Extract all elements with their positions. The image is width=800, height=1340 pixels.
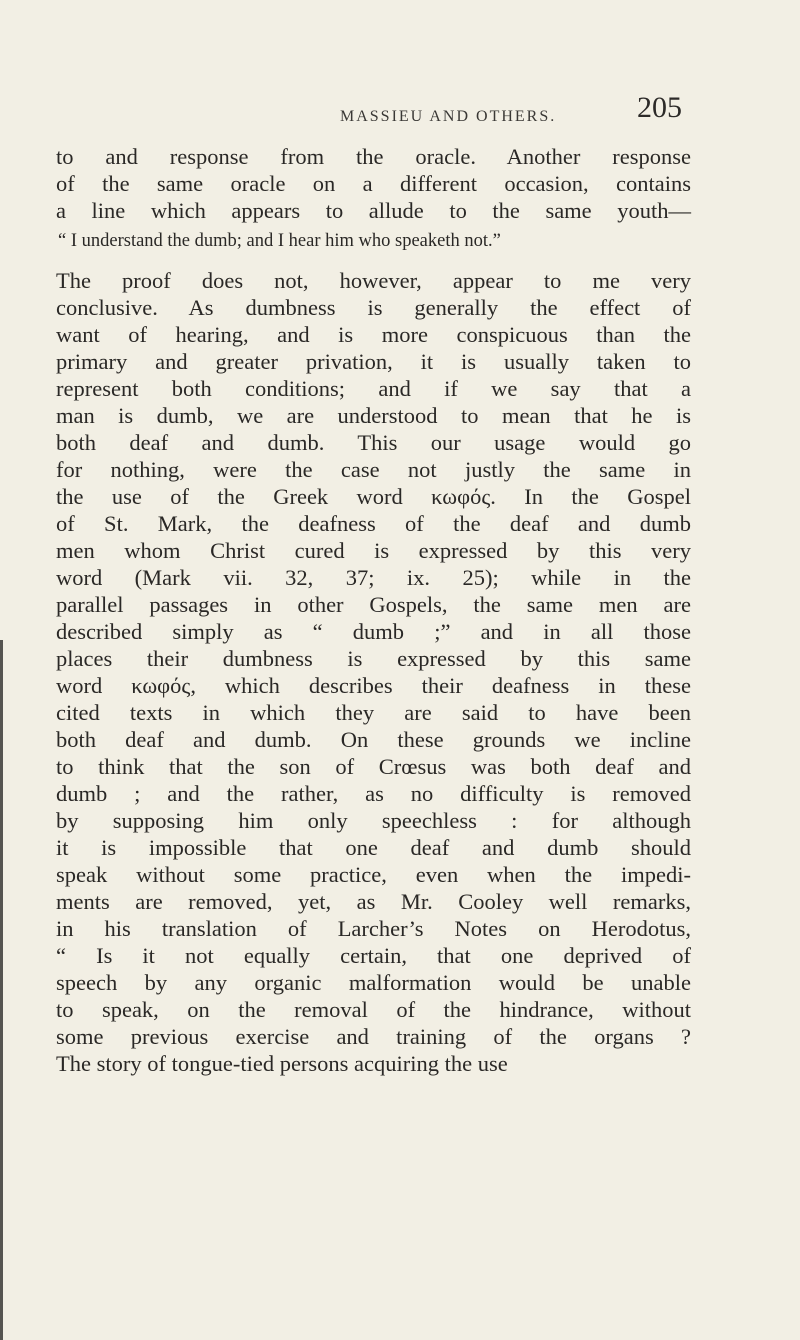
text-line: men whom Christ cured is expressed by this very — [56, 538, 691, 563]
text-line: ments are removed, yet, as Mr. Cooley well remarks, — [56, 889, 691, 914]
page-number: 205 — [637, 91, 682, 124]
block-quote: “ I understand the dumb; and I hear him who speaketh not.” — [58, 231, 501, 251]
body-text — [56, 143, 691, 1077]
text-line: represent both conditions; and if we say that a — [56, 376, 691, 401]
text-line: The proof does not, however, appear to me very — [56, 268, 691, 293]
text-line: word κωφός, which describes their deafness in these — [56, 673, 691, 698]
text-line: cited texts in which they are said to have been — [56, 700, 691, 725]
text-line: the use of the Greek word κωφός. In the Gospel — [56, 484, 691, 509]
text-line: of St. Mark, the deafness of the deaf and dumb — [56, 511, 691, 536]
text-line: to and response from the oracle. Another response — [56, 144, 691, 169]
text-line: parallel passages in other Gospels, the same men are — [56, 592, 691, 617]
text-line: places their dumbness is expressed by this same — [56, 646, 691, 671]
text-line: want of hearing, and is more conspicuous than the — [56, 322, 691, 347]
text-line: a line which appears to allude to the same youth— — [56, 198, 691, 223]
text-line: The story of tongue-tied persons acquiring the use — [56, 1051, 508, 1076]
text-line: speech by any organic malformation would be unable — [56, 970, 691, 995]
text-line: conclusive. As dumbness is generally the effect of — [56, 295, 691, 320]
text-line: to think that the son of Crœsus was both deaf and — [56, 754, 691, 779]
page-edge-shadow — [0, 640, 3, 1340]
text-line: both deaf and dumb. On these grounds we incline — [56, 727, 691, 752]
text-line: word (Mark vii. 32, 37; ix. 25); while in the — [56, 565, 691, 590]
text-line: dumb ; and the rather, as no difficulty is removed — [56, 781, 691, 806]
text-line: it is impossible that one deaf and dumb should — [56, 835, 691, 860]
text-line: primary and greater privation, it is usually taken to — [56, 349, 691, 374]
text-line: in his translation of Larcher’s Notes on Herodotus, — [56, 916, 691, 941]
text-line: described simply as “ dumb ;” and in all those — [56, 619, 691, 644]
text-line: for nothing, were the case not justly the same in — [56, 457, 691, 482]
text-line: both deaf and dumb. This our usage would go — [56, 430, 691, 455]
text-line: of the same oracle on a different occasion, contains — [56, 171, 691, 196]
text-line: “ Is it not equally certain, that one deprived of — [56, 943, 691, 968]
text-line: to speak, on the removal of the hindrance, without — [56, 997, 691, 1022]
text-line: some previous exercise and training of the organs ? — [56, 1024, 691, 1049]
text-line: by supposing him only speechless : for although — [56, 808, 691, 833]
text-line: man is dumb, we are understood to mean that he is — [56, 403, 691, 428]
text-line: speak without some practice, even when the impedi- — [56, 862, 691, 887]
running-head: MASSIEU AND OTHERS. — [340, 108, 557, 125]
